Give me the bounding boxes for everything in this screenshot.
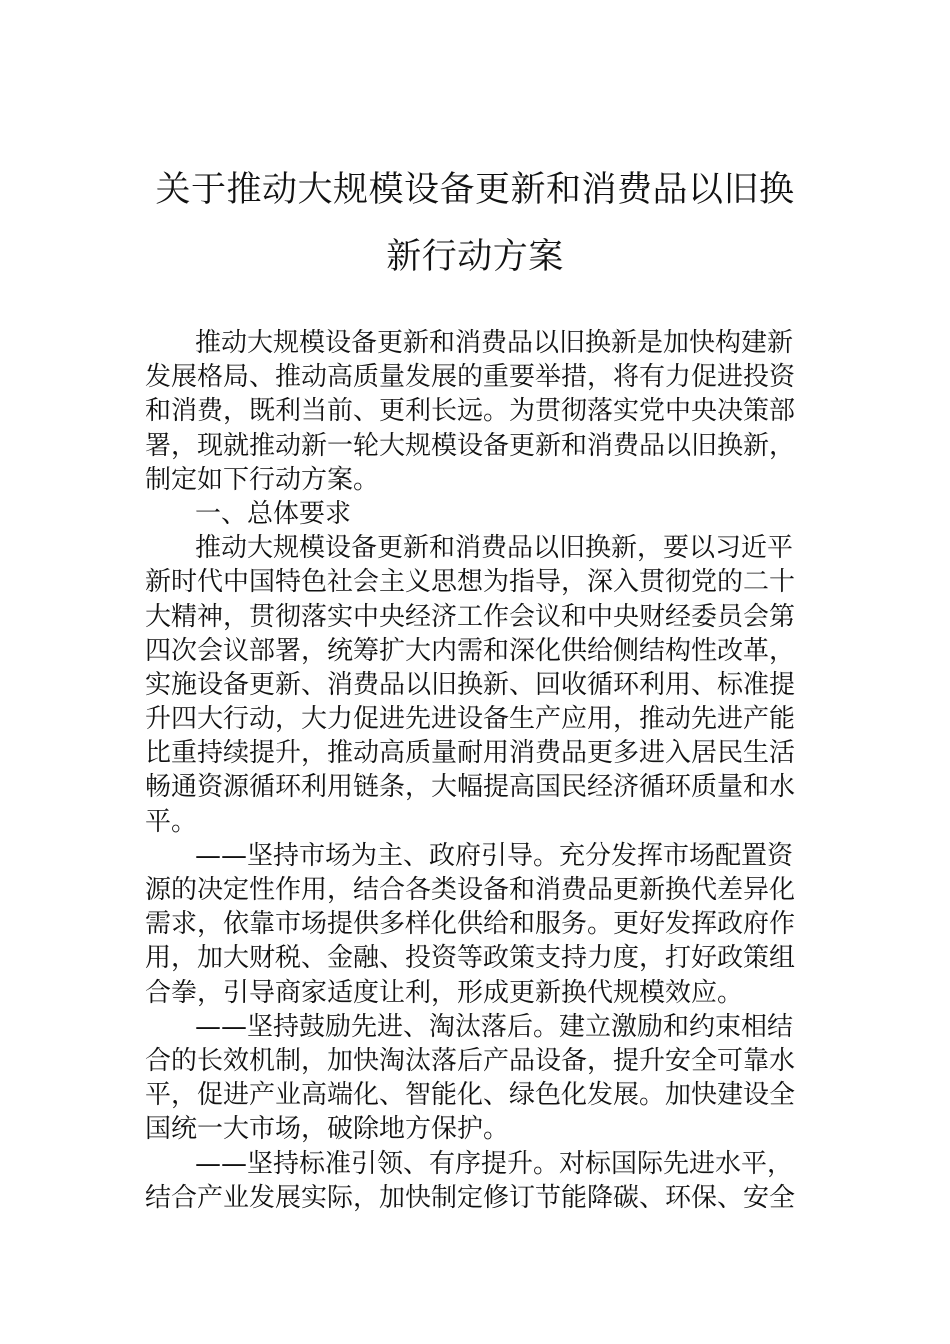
document-title-line-2: 新行动方案 [386, 237, 564, 277]
body-text-line: ——坚持鼓励先进、淘汰落后。建立激励和约束相结 [195, 1011, 794, 1042]
body-text-line: 平。 [145, 806, 198, 837]
body-text-line: 用，加大财税、金融、投资等政策支持力度，打好政策组 [145, 943, 796, 974]
body-text-line: ——坚持标准引领、有序提升。对标国际先进水平， [195, 1148, 794, 1179]
body-text-line: 新时代中国特色社会主义思想为指导，深入贯彻党的二十 [145, 567, 796, 598]
body-text-line: 需求，依靠市场提供多样化供给和服务。更好发挥政府作 [145, 909, 796, 940]
body-text-line: 实施设备更新、消费品以旧换新、回收循环利用、标准提 [145, 669, 796, 700]
body-text-line: 合的长效机制，加快淘汰落后产品设备，提升安全可靠水 [145, 1045, 796, 1076]
body-text-line: 源的决定性作用，结合各类设备和消费品更新换代差异化 [145, 875, 796, 905]
body-text-line: 合拳，引导商家适度让利，形成更新换代规模效应。 [145, 977, 744, 1008]
body-text-line: ——坚持市场为主、政府引导。充分发挥市场配置资 [195, 840, 794, 871]
body-text-line: 结合产业发展实际，加快制定修订节能降碳、环保、安全 [145, 1182, 796, 1213]
body-text-line: 推动大规模设备更新和消费品以旧换新，要以习近平 [195, 533, 794, 564]
body-text-line: 制定如下行动方案。 [145, 464, 380, 495]
body-text-line: 比重持续提升，推动高质量耐用消费品更多进入居民生活 [145, 738, 796, 769]
document-body [145, 326, 810, 1215]
body-text-line: 平，促进产业高端化、智能化、绿色化发展。加快建设全 [145, 1080, 796, 1111]
body-text-line: 国统一大市场，破除地方保护。 [145, 1114, 510, 1145]
body-text-line: 发展格局、推动高质量发展的重要举措，将有力促进投资 [145, 362, 796, 393]
body-text-line: 大精神，贯彻落实中央经济工作会议和中央财经委员会第 [145, 601, 796, 632]
body-text-line: 和消费，既利当前、更利长远。为贯彻落实党中央决策部 [145, 396, 796, 427]
body-text-line: 署，现就推动新一轮大规模设备更新和消费品以旧换新， [145, 430, 796, 461]
body-text-line: 四次会议部署，统筹扩大内需和深化供给侧结构性改革， [145, 635, 796, 666]
document-title-line-1: 关于推动大规模设备更新和消费品以旧换 [155, 170, 795, 210]
body-text-line: 升四大行动，大力促进先进设备生产应用，推动先进产能 [145, 704, 796, 735]
body-text-line: 一、总体要求 [195, 498, 352, 529]
body-text-line: 推动大规模设备更新和消费品以旧换新是加快构建新 [195, 328, 794, 358]
body-text-line: 畅通资源循环利用链条，大幅提高国民经济循环质量和水 [145, 772, 796, 803]
